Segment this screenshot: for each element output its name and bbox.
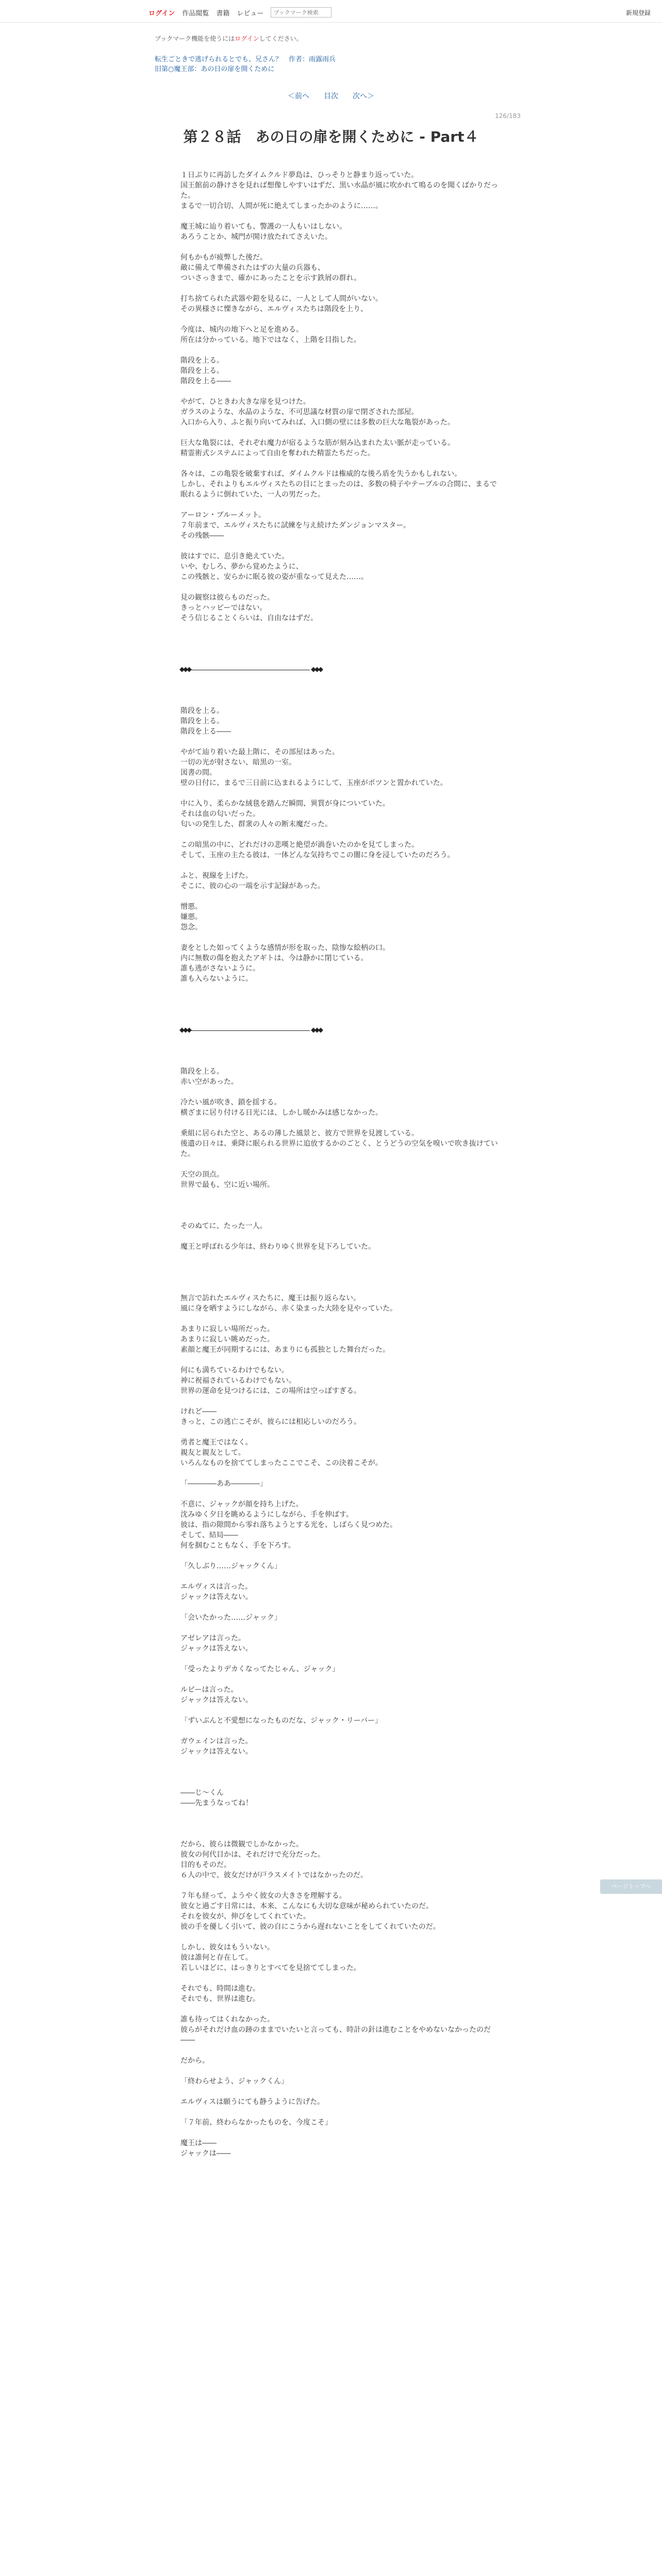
body-line: ７年前まで、エルヴィスたちに試練を与え続けたダンジョンマスター。 <box>180 521 410 530</box>
body-line: 何もかもが疲弊した後だ。 <box>180 253 267 262</box>
body-line <box>180 1551 500 1561</box>
body-line: 「久しぶり……ジャックくん」 <box>180 1562 282 1570</box>
bookmark-note <box>155 34 303 43</box>
episode-number: 126/183 <box>495 112 521 120</box>
body-line <box>180 2004 500 2014</box>
body-line <box>180 696 500 706</box>
body-line: 巨大な亀裂には、それぞれ魔力が宿るような筋が刻み込まれた太い脈が走っている。 <box>180 439 455 447</box>
body-line: そう信じることくらいは、自由なはずだ。 <box>180 614 318 622</box>
body-line: 何にも満ちているわけでもない。 <box>180 1366 289 1375</box>
bookmark-note-suffix: してください。 <box>259 35 303 42</box>
diamond-icon: ◆◆◆ <box>179 666 190 673</box>
body-line: 世界の運命を見つけるには、この場所は空っぽすぎる。 <box>180 1387 361 1395</box>
body-line: ついさっきまで、確かにあったことを示す鉄屑の群れ。 <box>180 274 361 282</box>
body-line: 今度は、城内の地下へと足を進める。 <box>180 326 303 334</box>
body-line: 風に身を晒すようにしながら、赤く染まった大陸を見やっていた。 <box>180 1304 397 1313</box>
body-line: 中に入り、柔らかな絨毯を踏んだ瞬間、異質が身についていた。 <box>180 800 390 808</box>
body-line <box>180 582 500 592</box>
body-line: 「受ったよりデカくなってたじゃん、ジャック」 <box>180 1665 340 1673</box>
body-line: ガウェインは言った。 <box>180 1737 253 1745</box>
body-line <box>180 1396 500 1406</box>
body-line <box>180 242 500 252</box>
body-line: 階段を上る。 <box>180 717 224 725</box>
body-line: 横ざまに居り付ける日光には、しかし暖かみは感じなかった。 <box>180 1109 383 1117</box>
series-line-1 <box>155 55 336 64</box>
body-line: アゼレアは言った。 <box>180 1634 245 1642</box>
body-line <box>180 1880 500 1891</box>
works-link[interactable]: 作品閲覧 <box>182 9 209 18</box>
body-line: ジャックは答えない。 <box>180 1593 253 1601</box>
body-line <box>180 428 500 438</box>
body-line: 階段を上る。 <box>180 367 224 375</box>
body-line: 一切の光が射さない、暗黒の一室。 <box>180 758 296 767</box>
body-line <box>180 1602 500 1613</box>
body-line: ジャックは―― <box>180 2149 231 2158</box>
body-line: だから、彼らは微観でしかなかった。 <box>180 1840 303 1849</box>
body-line: けれど―― <box>180 1408 217 1416</box>
body-line: 「ずいぶんと不愛想になったものだな、ジャック・リーバー」 <box>180 1717 383 1725</box>
body-line <box>180 644 500 654</box>
body-line: 図書の間。 <box>180 769 217 777</box>
body-line <box>180 283 500 294</box>
body-line: あまりに寂しい場所だった。 <box>180 1325 274 1333</box>
body-line: やがて、ひときわ大きな扉を見つけた。 <box>180 398 310 406</box>
prev-link[interactable]: ＜前へ <box>288 92 309 100</box>
body-line: エルヴィスは願うにても静うように告げた。 <box>180 2098 325 2106</box>
body-line: １日ぶりに再訪したダイムクルド夢島は、ひっそりと静まり返っていた。 <box>180 171 419 179</box>
body-line: 入口から入り、ふと振り向いてみれば、入口側の壁には多数の巨大な亀裂があった。 <box>180 418 455 427</box>
body-line <box>180 1355 500 1365</box>
body-line: この暗黒の中に、どれだけの悲嘆と絶望が渦巻いたのかを見てしまった。 <box>180 841 419 849</box>
body-line <box>180 675 500 685</box>
body-line <box>180 1283 500 1293</box>
body-line <box>180 1231 500 1242</box>
body-line: きっとハッピーではない。 <box>180 604 267 612</box>
body-line: 彼の手を優しく引いて、彼の自にこうから遅れないことをしてくれていたのだ。 <box>180 1923 440 1931</box>
body-line <box>180 1808 500 1819</box>
body-line <box>180 1427 500 1437</box>
body-line <box>180 1056 500 1066</box>
body-line: 階段を上る。 <box>180 357 224 365</box>
body-line <box>180 1190 500 1200</box>
body-line <box>180 1571 500 1582</box>
body-line: 彼はすでに、息引き絶えていた。 <box>180 552 289 561</box>
series-title-link[interactable]: 転生ごときで逃げられるとでも、兄さん？ 作者： <box>155 56 309 63</box>
body-line: 所在は分かっている。地下ではなく、上階を目指した。 <box>180 336 361 344</box>
body-line <box>180 994 500 1005</box>
body-line <box>180 314 500 325</box>
body-line: それを彼女が、伸びをしてくれていた。 <box>180 1912 310 1921</box>
body-line <box>180 1118 500 1128</box>
body-line: 世界で最も、空に近い場所。 <box>180 1181 274 1189</box>
diamond-icon: ◆◆◆ <box>311 666 322 673</box>
body-line <box>180 1314 500 1324</box>
body-line: ――先まうなってね！ <box>180 1799 253 1807</box>
body-line <box>180 891 500 902</box>
body-line <box>180 1829 500 1839</box>
body-line <box>180 500 500 510</box>
body-line: ふと、視線を上げた。 <box>180 872 253 880</box>
body-line <box>180 933 500 943</box>
body-line: 階段を上る―― <box>180 727 231 736</box>
index-link[interactable]: 目次 <box>324 92 338 100</box>
body-line <box>180 860 500 871</box>
body-line: 勇者と魔王ではなく。 <box>180 1438 253 1447</box>
body-line: 沈みゆく夕日を眺めるようにしながら、手を伸ばす。 <box>180 1511 353 1519</box>
body-line <box>180 459 500 469</box>
body-line <box>180 2107 500 2117</box>
body-line: いろんなものを捨ててしまったここでこそ、この決着こそが。 <box>180 1459 383 1467</box>
body-line <box>180 984 500 994</box>
body-line <box>180 1757 500 1767</box>
body-line: 階段を上る。 <box>180 707 224 715</box>
body-line: 誰も待ってはくれなかった。 <box>180 2015 274 2024</box>
top-nav-links <box>148 7 332 18</box>
body-line: いや、むしろ、夢から覚めたように、 <box>180 563 303 571</box>
body-line <box>180 1046 500 1056</box>
page-top-button[interactable]: ページトップへ <box>600 1879 662 1894</box>
body-line: その異様さに慄きながら、エルヴィスたちは階段を上り、 <box>180 305 368 313</box>
body-line: 素顔と魔王が同期するには、あまりにも孤独とした舞台だった。 <box>180 1346 390 1354</box>
pager <box>0 91 662 101</box>
chapter-title-link[interactable]: 旧第○魔王部：あの日の扉を開くために <box>155 65 275 73</box>
body-line <box>180 634 500 644</box>
body-line: 彼女の何代目かは、それだけで充分だった。 <box>180 1851 325 1859</box>
bookmark-login-link[interactable]: ログイン <box>235 35 259 42</box>
body-line <box>180 1262 500 1273</box>
review-link[interactable]: レビュー <box>237 9 264 18</box>
body-line <box>180 1252 500 1262</box>
body-line <box>180 345 500 355</box>
scene-separator <box>179 1025 500 1036</box>
body-line: この残骸と、安らかに眠る彼の姿が重なって見えた……。 <box>180 573 368 581</box>
body-line <box>180 737 500 747</box>
body-line: 魔王は―― <box>180 2139 217 2147</box>
body-line <box>180 1767 500 1777</box>
body-line: そのぬてに、たった一人。 <box>180 1222 267 1230</box>
episode-title: 第２８話 あの日の扉を開くために - Part４ <box>183 128 479 145</box>
body-line: 冷たい風が吹き、鎖を揺する。 <box>180 1098 282 1107</box>
body-line: 彼は誰何と存在して。 <box>180 1954 253 1962</box>
body-line <box>180 1036 500 1046</box>
body-line: 不意に、ジャックが顔を持ち上げた。 <box>180 1500 303 1509</box>
body-line: ７年も経って、ようやく彼女の大きさを理解する。 <box>180 1892 346 1900</box>
body-line: ６人の中で、彼女だけが戸ラスメイトではなかったのだ。 <box>180 1871 368 1879</box>
body-line: 誰も入らないように。 <box>180 975 253 983</box>
body-line: 敵に備えて準備されたはずの大量の兵器も、 <box>180 264 325 272</box>
body-line: 妻をとした如ってくような感情が形を取った、陰惨な絵柄の口。 <box>180 944 390 952</box>
body-line: 神に祝福されているわけでもない。 <box>180 1377 296 1385</box>
body-line <box>180 1819 500 1829</box>
body-line: 赤い空があった。 <box>180 1078 238 1086</box>
body-line: 階段を上る。 <box>180 1067 224 1076</box>
body-line: あろうことか、城門が開け放たれてさえいた。 <box>180 233 332 241</box>
body-line: そこに、彼の心の一端を示す記録があった。 <box>180 882 325 890</box>
body-line: それでも、世界は進む。 <box>180 1995 260 2003</box>
body-line <box>180 1726 500 1736</box>
body-line: 内に無数の傷を抱えたアギトは、今は静かに閉じている。 <box>180 954 368 962</box>
novel-body <box>180 170 500 2159</box>
body-line: ルビーは言った。 <box>180 1686 238 1694</box>
body-line: 各々は、この亀裂を破棄すれば、ダイムクルドは権威的な後ろ盾を失うかもしれない。 <box>180 470 462 478</box>
register-link[interactable]: 新規登録 <box>625 9 651 16</box>
body-line <box>180 386 500 397</box>
body-line <box>180 1932 500 1942</box>
body-line <box>180 1623 500 1633</box>
body-line: 親友と親友として。 <box>180 1449 245 1457</box>
body-line: そして、結局―― <box>180 1531 238 1539</box>
body-line <box>180 654 500 665</box>
body-line: 魔王と呼ばれる少年は、終わりゆく世界を見下ろしていた。 <box>180 1243 375 1251</box>
body-line: 階段を上る―― <box>180 377 231 385</box>
body-line: 打ち捨てられた武器や鎧を見るに、一人として人間がいない。 <box>180 295 383 303</box>
diamond-icon: ◆◆◆ <box>179 1026 190 1034</box>
body-line <box>180 829 500 840</box>
body-line <box>180 1211 500 1221</box>
body-line: ――じ～くん <box>180 1789 224 1797</box>
body-line: 彼女と過ごす日常には、本来、こんなにも大切な意味が秘められていたのだ。 <box>180 1902 433 1910</box>
body-line: ガラスのような、水晶のような、不可思議な材質の扉で閉ざされた部屋。 <box>180 408 419 416</box>
next-link[interactable]: 次へ＞ <box>353 92 374 100</box>
body-line <box>180 1273 500 1283</box>
body-line <box>180 1159 500 1170</box>
author-link[interactable]: 雨露雨兵 <box>309 56 336 63</box>
body-line: きっと、この逃亡こそが、彼らには相応しいのだろう。 <box>180 1418 361 1426</box>
body-line: それは血の匂いだった。 <box>180 810 260 818</box>
body-line <box>180 1200 500 1211</box>
body-line: だから。 <box>180 2057 209 2065</box>
body-line <box>180 541 500 551</box>
body-line: 「終わらせよう、ジャックくん」 <box>180 2077 289 2086</box>
body-line: 怨念。 <box>180 923 202 931</box>
body-line: ジャックは答えない。 <box>180 1748 253 1756</box>
body-line <box>180 1015 500 1025</box>
body-line: ジャックは答えない。 <box>180 1645 253 1653</box>
body-line: 無言で訪れたエルヴィスたちに、魔王は振り返らない。 <box>180 1294 361 1302</box>
bookmark-note-prefix: ブックマーク機能を使うには <box>155 35 235 42</box>
body-line <box>180 1973 500 1984</box>
body-line: 「会いたかった……ジャック」 <box>180 1614 282 1622</box>
body-line: しかし、それよりもエルヴィスたちの目にとまったのは、多数の椅子やテーブルの合間に、まるで眠れるように倒れていた、一人の男だった。 <box>180 480 497 499</box>
body-line: 「――――ああ――――」 <box>180 1480 267 1488</box>
body-line <box>180 685 500 696</box>
body-line <box>180 2128 500 2138</box>
body-line: 魔王城に辿り着いても、警護の一人もいはしない。 <box>180 223 346 231</box>
body-line: 「７年前、終わらなかったものを、今度こそ」 <box>180 2119 332 2127</box>
body-line <box>180 2066 500 2076</box>
body-line: 彼らがそれだけ血の跡のままでいたいと言っても、時計の針は進むことをやめないなかったのだ―― <box>180 2026 491 2044</box>
body-line: それでも、時間は進む。 <box>180 1985 260 1993</box>
body-line: 彼は、指の隙間から零れ落ちようとする光を、しばらく見つめた。 <box>180 1521 397 1529</box>
body-line: 憎悪。 <box>180 903 202 911</box>
body-line: 天空の頂点。 <box>180 1171 224 1179</box>
body-line: 若しいほどに、はっきりとすべてを見捨ててしまった。 <box>180 1964 361 1972</box>
body-line: 見の観察は彼らものだった。 <box>180 594 274 602</box>
body-line: 壁の日付に、まるで三日前に込まれるようにして、玉座がポツンと置かれていた。 <box>180 779 448 787</box>
body-line: しかし、彼女はもういない。 <box>180 1943 274 1952</box>
body-line: そして、玉座の主たる彼は、一体どんな気持ちでこの闇に身を浸していたのだろう。 <box>180 851 455 859</box>
body-line <box>180 1468 500 1479</box>
body-line <box>180 2045 500 2056</box>
body-line <box>180 623 500 634</box>
body-line: 誰も逃がさないように。 <box>180 964 260 973</box>
scene-separator <box>179 665 500 675</box>
body-line <box>180 1705 500 1716</box>
body-line: まるで一切合切、人間が死に絶えてしまったかのように……。 <box>180 202 383 210</box>
body-line <box>180 2087 500 2097</box>
body-line: あまりに寂しい眺めだった。 <box>180 1335 274 1344</box>
body-line <box>180 1489 500 1499</box>
body-line: やがて辿り着いた最上階に、その部屋はあった。 <box>180 748 339 756</box>
body-line <box>180 1777 500 1788</box>
body-line <box>180 211 500 222</box>
body-line <box>180 788 500 799</box>
body-line: その残骸―― <box>180 532 224 540</box>
body-line: ジャックは答えない。 <box>180 1696 253 1704</box>
bookmark-search-input[interactable] <box>271 7 332 18</box>
books-link[interactable]: 書籍 <box>216 9 230 18</box>
body-line: 嫌悪。 <box>180 913 202 921</box>
body-line <box>180 1005 500 1015</box>
body-line: 目的もそのだ。 <box>180 1861 231 1869</box>
body-line: エルヴィスは言った。 <box>180 1583 253 1591</box>
top-navigation <box>0 0 662 23</box>
series-info <box>155 55 336 74</box>
body-line: 何を掴むこともなく、手を下ろす。 <box>180 1541 295 1550</box>
body-line: 乗組に居られた空と、あるの薄した風景と、彼方で世界を見渡している。 <box>180 1129 419 1138</box>
login-link[interactable]: ログイン <box>148 9 175 18</box>
body-line <box>180 1654 500 1664</box>
body-line: アーロン・ブルーメット。 <box>180 511 266 519</box>
body-line <box>180 1087 500 1097</box>
body-line: 国王館前の静けさを見れば想像しやすいはずだ、黒い水晶が風に吹かれて鳴るのを聞くばかりだった。 <box>180 181 498 200</box>
diamond-icon: ◆◆◆ <box>311 1026 322 1034</box>
body-line: 匂いの発生した、群衆の人々の断末魔だった。 <box>180 820 332 828</box>
body-line: 後遺の日々は、乗降に眠られる世界に追放するかのごとく、とうどうの空気を嗅いで吹き抜けていた。 <box>180 1140 498 1158</box>
body-line <box>180 1674 500 1685</box>
body-line: 精霊術式システムによって自由を奪われた精霊たちだった。 <box>180 449 375 457</box>
